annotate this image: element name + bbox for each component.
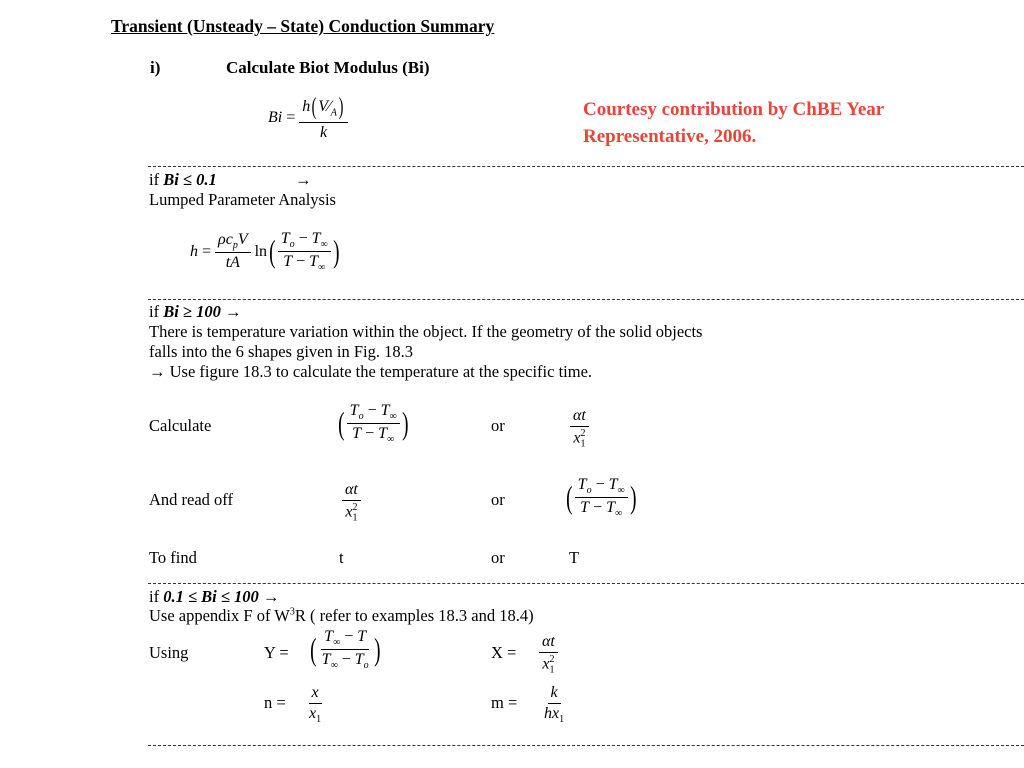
condition-expression: Bi ≥ 100: [163, 302, 221, 321]
variation-text-2: falls into the 6 shapes given in Fig. 18.3: [149, 342, 413, 361]
condition-large-biot: [149, 302, 242, 322]
divider: [148, 583, 1024, 584]
x-equation: $\frac{\alpha t}{x_1^2}$: [539, 633, 558, 676]
fourier-equation: $\frac{\alpha t}{x_1^2}$: [342, 481, 361, 524]
step-number: i): [150, 58, 161, 77]
biot-equation: Bi = $\frac{h( V∕_A)}{k}$: [268, 94, 348, 142]
y-equation: ( $\frac{T_\infty - T}{T_\infty - T_o}$ ): [310, 628, 381, 672]
y-label: Y =: [264, 643, 289, 662]
n-equation: $\frac{x}{x_1}$: [309, 684, 322, 726]
fourier-equation: $\frac{\alpha t}{x_1^2}$: [570, 407, 589, 450]
divider: [148, 166, 1024, 167]
or-label: or: [491, 490, 505, 509]
courtesy-note: [583, 96, 884, 150]
condition-lumped: [149, 170, 312, 190]
page-title: Transient (Unsteady – State) Conduction Summary: [111, 16, 495, 36]
condition-expression: Bi ≤ 0.1: [163, 170, 217, 189]
condition-if: if: [149, 587, 160, 606]
divider: [148, 299, 1024, 300]
variation-text-1: There is temperature variation within the object. If the geometry of the solid objects: [149, 322, 703, 341]
lumped-label: Lumped Parameter Analysis: [149, 190, 336, 209]
x-label: X =: [491, 643, 517, 662]
condition-intermediate-biot: [149, 587, 279, 607]
m-label: m =: [491, 693, 518, 712]
or-label: or: [491, 548, 505, 567]
divider: [148, 745, 1024, 746]
condition-expression: 0.1 ≤ Bi ≤ 100: [163, 587, 259, 606]
courtesy-line-1: Courtesy contribution by ChBE Year: [583, 99, 885, 120]
m-equation: $\frac{k}{hx_1}$: [544, 684, 565, 726]
temp-ratio-equation: ( $\frac{T_o - T_\infty}{T - T_\infty}$ ): [566, 476, 637, 520]
condition-if: if: [149, 302, 160, 321]
arrow-icon: →: [295, 170, 312, 189]
n-label: n =: [264, 693, 286, 712]
courtesy-line-2: Representative, 2006.: [583, 126, 757, 147]
figure-instruction: → Use figure 18.3 to calculate the temperature at the specific time.: [149, 362, 593, 381]
to-find-time: t: [339, 548, 344, 567]
lumped-equation: h = $\frac{\rho c_pV}{tA}$ ln ( $\frac{T_o - T_\infty}{T - T_\infty}$ ): [190, 230, 340, 274]
read-off-label: And read off: [149, 490, 233, 509]
step-title: Calculate Biot Modulus (Bi): [226, 58, 430, 77]
calculate-label: Calculate: [149, 416, 212, 435]
or-label: or: [491, 416, 505, 435]
appendix-instruction: Use appendix F of $W^3R$ ( refer to examples 18.3 and 18.4): [149, 606, 534, 625]
temp-ratio-equation: ( $\frac{T_o - T_\infty}{T - T_\infty}$ ): [338, 402, 409, 446]
to-find-label: To find: [149, 548, 197, 567]
arrow-icon: →: [149, 362, 166, 381]
to-find-temperature: T: [569, 548, 580, 567]
using-label: Using: [149, 643, 189, 662]
condition-if: if: [149, 170, 160, 189]
arrow-icon: →: [262, 587, 280, 606]
arrow-icon: →: [225, 302, 242, 321]
